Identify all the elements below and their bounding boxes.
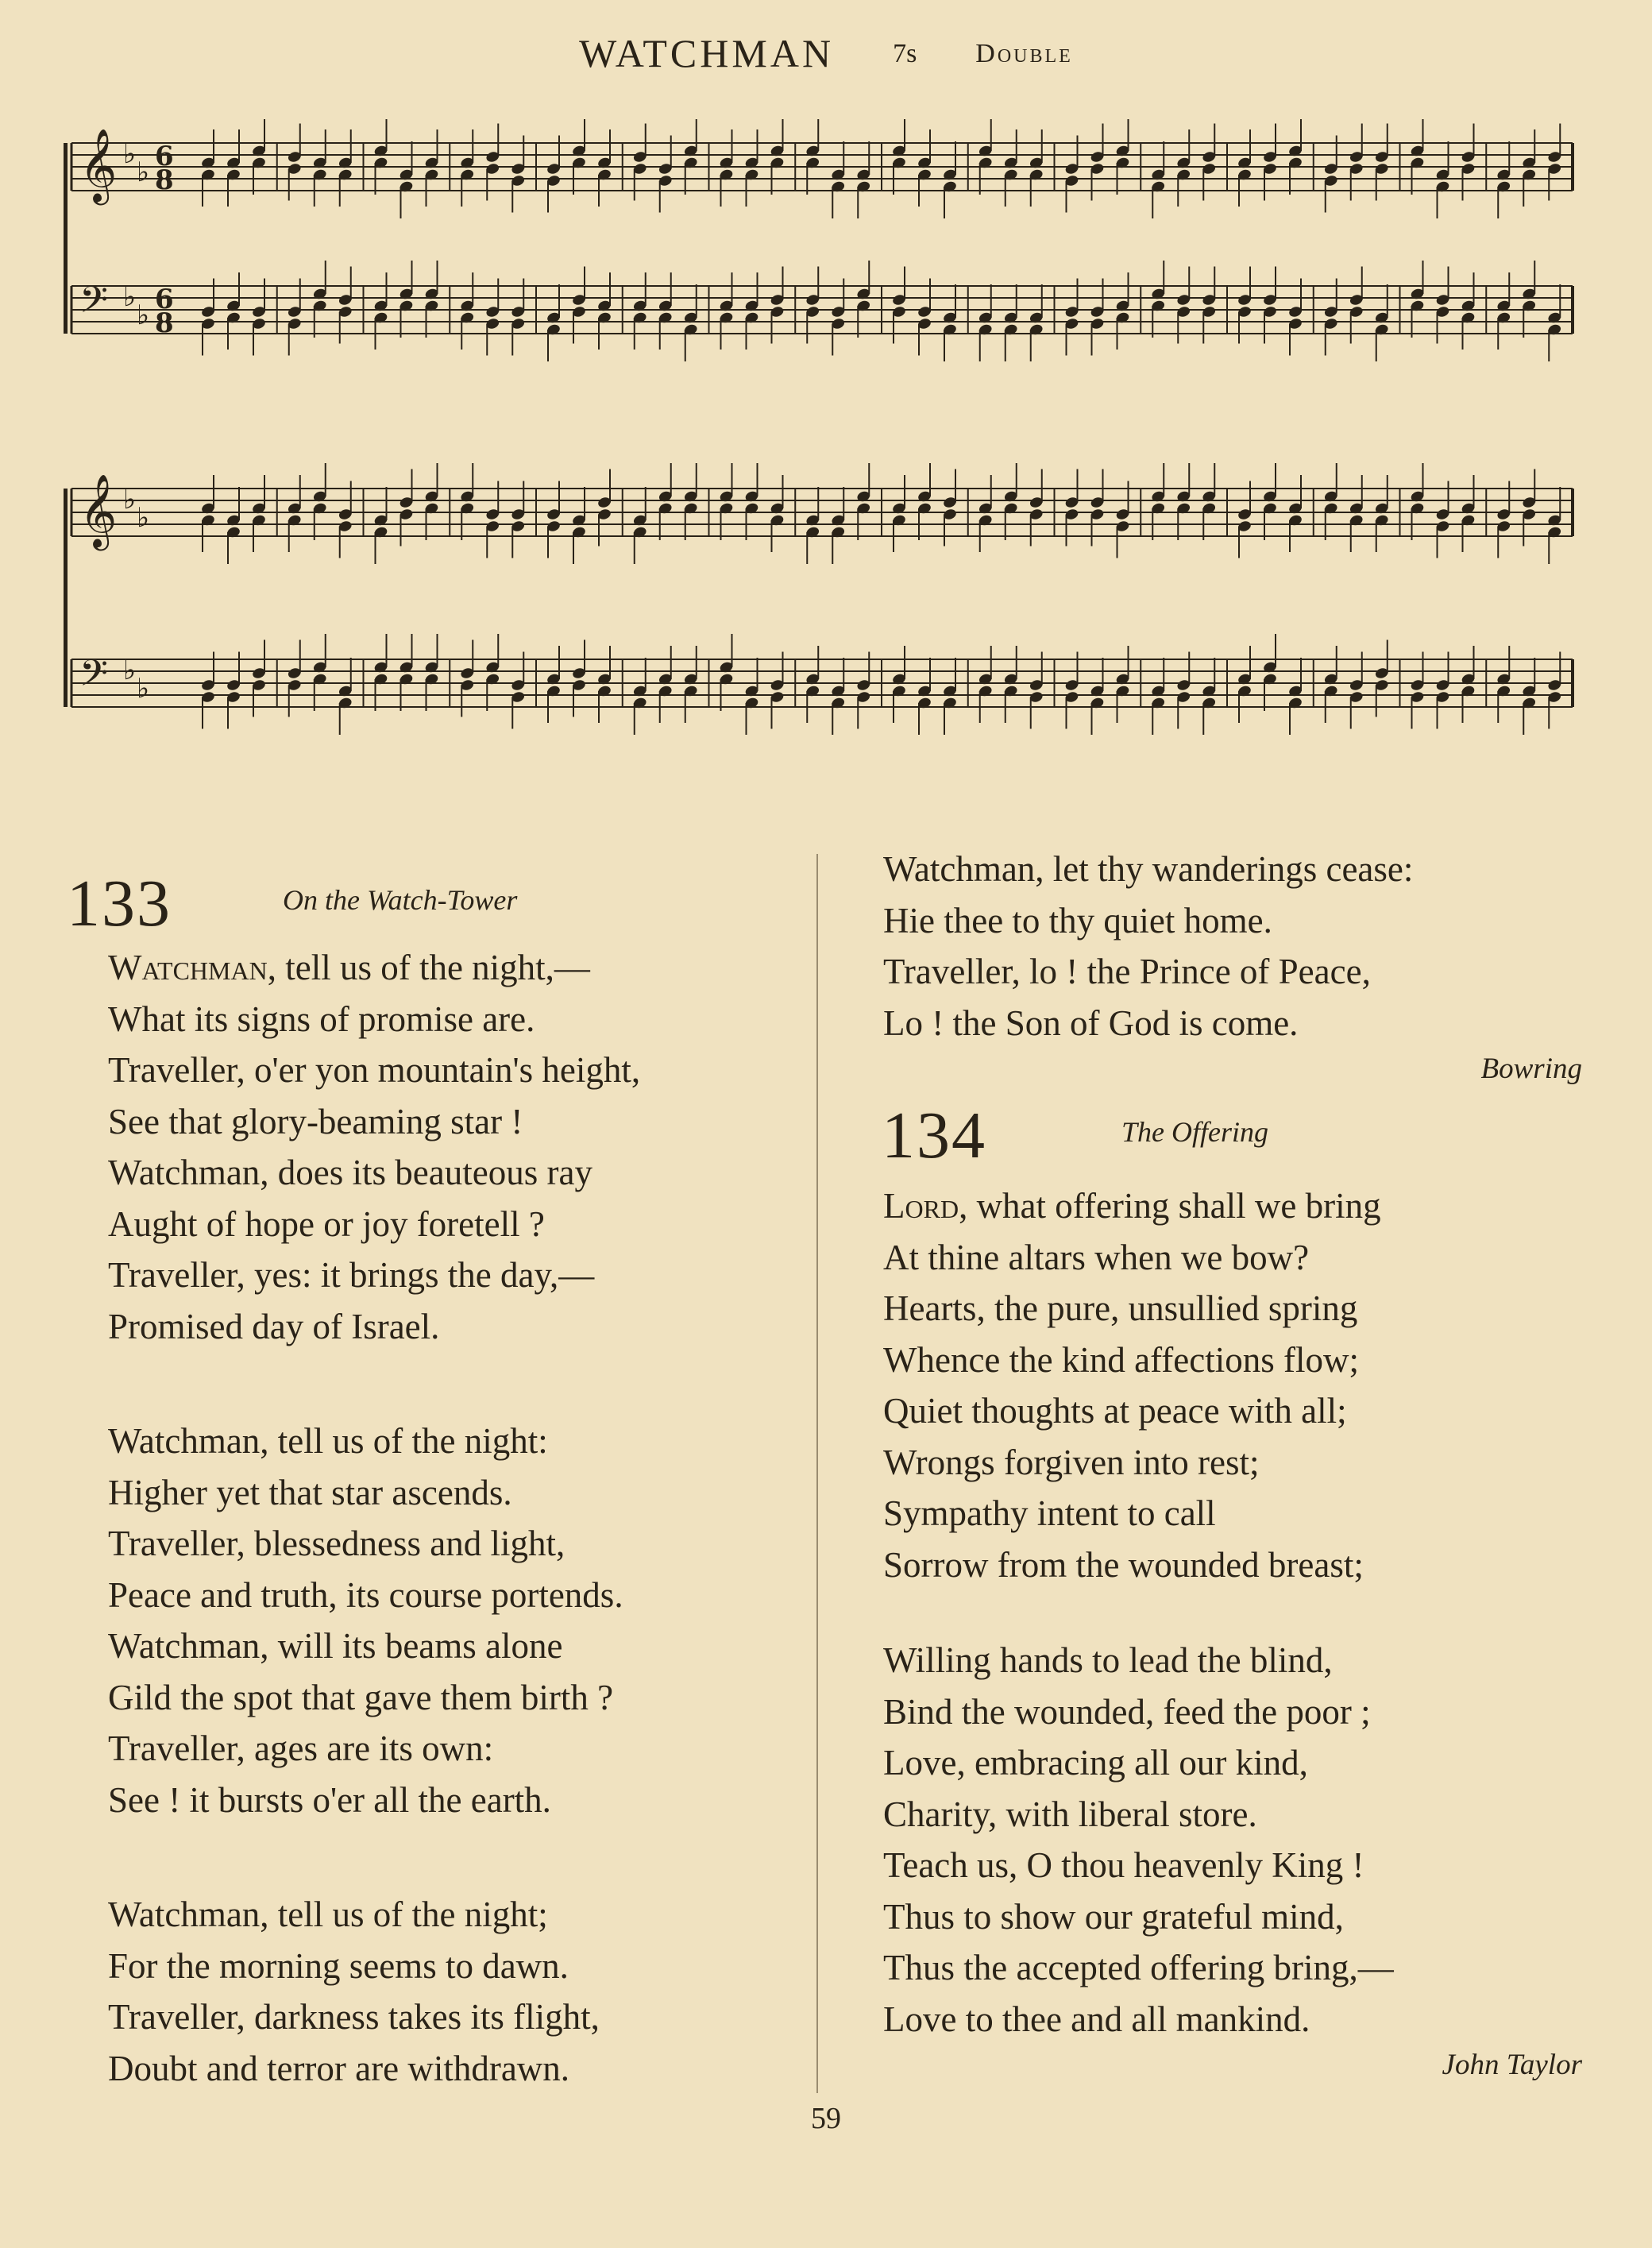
hymn-133-heading bbox=[67, 866, 823, 942]
stanza-line: Thus the accepted offering bring,— bbox=[883, 1948, 1394, 1987]
stanza-line bbox=[108, 942, 823, 994]
treble-clef: 𝄞 bbox=[79, 128, 118, 202]
hymn-133-stanza-1 bbox=[108, 942, 823, 1352]
stanza-line: Watchman, does its beauteous ray bbox=[108, 1153, 592, 1192]
stanza-line: Willing hands to lead the blind, bbox=[883, 1640, 1333, 1680]
stanza-line: Sorrow from the wounded breast; bbox=[883, 1544, 1364, 1585]
stanza-line: Sympathy intent to call bbox=[883, 1493, 1216, 1533]
stanza-line: Charity, with liberal store. bbox=[883, 1794, 1257, 1834]
stanza-line: Whence the kind affections flow; bbox=[883, 1339, 1359, 1380]
stanza-line: Watchman, let thy wanderings cease: bbox=[883, 849, 1414, 889]
stanza-line: Watchman, tell us of the night; bbox=[108, 1895, 548, 1934]
hymn-133-stanza-2 bbox=[108, 1416, 823, 1825]
first-line-rest: , what offering shall we bring bbox=[959, 1186, 1381, 1226]
time-signature-top: 6 bbox=[155, 284, 174, 315]
stanza-line: Teach us, O thou heavenly King ! bbox=[883, 1845, 1364, 1885]
stanza-line: Hearts, the pure, unsullied spring bbox=[883, 1288, 1358, 1328]
stanza-line: Doubt and terror are withdrawn. bbox=[108, 2048, 570, 2088]
stanza-line: Traveller, ages are its own: bbox=[108, 1728, 494, 1768]
key-signature-flat: ♭ bbox=[123, 484, 137, 516]
stanza-line: Lo ! the Son of God is come. bbox=[883, 1002, 1299, 1043]
first-word: Lord bbox=[883, 1186, 959, 1226]
stanza-line: Higher yet that star ascends. bbox=[108, 1472, 512, 1512]
stanza-line: Quiet thoughts at peace with all; bbox=[883, 1391, 1347, 1431]
time-signature-bottom: 8 bbox=[155, 164, 174, 196]
stanza-line: Traveller, lo ! the Prince of Peace, bbox=[883, 952, 1371, 991]
column-divider bbox=[816, 854, 818, 2093]
hymn-134-stanza-2 bbox=[883, 1635, 1582, 2045]
stanza-line: Traveller, darkness takes its flight, bbox=[108, 1997, 600, 2037]
music-score bbox=[64, 119, 1588, 802]
key-signature-flat: ♭ bbox=[137, 502, 150, 534]
key-signature-flat: ♭ bbox=[123, 138, 137, 170]
time-signature-bottom: 8 bbox=[155, 307, 174, 339]
stanza-line: At thine altars when we bow? bbox=[883, 1237, 1310, 1277]
hymn-133-number: 133 bbox=[67, 867, 172, 941]
stanza-line: Traveller, o'er yon mountain's height, bbox=[108, 1050, 641, 1090]
stanza-line: What its signs of promise are. bbox=[108, 998, 535, 1039]
stanza-line: Love to thee and all mankind. bbox=[883, 1999, 1310, 2039]
tune-header bbox=[0, 30, 1652, 78]
time-signature-top: 6 bbox=[155, 141, 174, 172]
tune-meter: 7s bbox=[893, 39, 917, 68]
first-line-rest: , tell us of the night,— bbox=[267, 948, 590, 987]
stanza-line: Watchman, tell us of the night: bbox=[108, 1421, 548, 1461]
key-signature-flat: ♭ bbox=[123, 281, 137, 313]
hymn-133-author: Bowring bbox=[1480, 1053, 1582, 1085]
hymn-133-title: On the Watch-Tower bbox=[283, 884, 518, 916]
stanza-line: Thus to show our grateful mind, bbox=[883, 1896, 1344, 1937]
stanza-line: Gild the spot that gave them birth ? bbox=[108, 1677, 614, 1717]
key-signature-flat: ♭ bbox=[137, 156, 150, 188]
key-signature-flat: ♭ bbox=[137, 673, 150, 705]
hymn-134-title: The Offering bbox=[1121, 1116, 1268, 1148]
stanza-line: See ! it bursts o'er all the earth. bbox=[108, 1779, 551, 1820]
hymn-133-stanza-4 bbox=[883, 844, 1582, 1049]
stanza-line: Hie thee to thy quiet home. bbox=[883, 900, 1272, 941]
hymn-134-number: 134 bbox=[882, 1099, 986, 1172]
hymn-133 bbox=[67, 866, 823, 2094]
hymn-133-stanza-3 bbox=[108, 1889, 823, 2094]
first-word: Watchman bbox=[108, 948, 268, 987]
key-signature-flat: ♭ bbox=[137, 299, 150, 331]
stanza-line: For the morning seems to dawn. bbox=[108, 1945, 569, 1986]
right-column bbox=[883, 844, 1582, 2086]
page-number: 59 bbox=[811, 2102, 841, 2135]
tune-kind: Double bbox=[975, 39, 1073, 68]
bass-clef: 𝄢 bbox=[79, 279, 109, 330]
key-signature-flat: ♭ bbox=[123, 655, 137, 686]
stanza-line: Watchman, will its beams alone bbox=[108, 1626, 563, 1666]
stanza-line: Love, embracing all our kind, bbox=[883, 1743, 1308, 1783]
stanza-line: Bind the wounded, feed the poor ; bbox=[883, 1691, 1371, 1732]
stanza-line: Wrongs forgiven into rest; bbox=[883, 1442, 1260, 1482]
stanza-line: Traveller, yes: it brings the day,— bbox=[108, 1255, 595, 1295]
bass-clef: 𝄢 bbox=[79, 652, 109, 704]
stanza-line: Promised day of Israel. bbox=[108, 1306, 440, 1346]
stanza-line: Aught of hope or joy foretell ? bbox=[108, 1203, 545, 1244]
hymn-134-heading bbox=[883, 1098, 1582, 1174]
treble-clef: 𝄞 bbox=[79, 473, 118, 547]
hymn-134-stanza-1 bbox=[883, 1180, 1582, 1590]
stanza-line bbox=[883, 1180, 1582, 1232]
stanza-line: See that glory-beaming star ! bbox=[108, 1101, 523, 1141]
music-score-svg bbox=[64, 119, 1588, 802]
stanza-line: Traveller, blessedness and light, bbox=[108, 1524, 565, 1563]
hymn-134-author: John Taylor bbox=[1442, 2049, 1582, 2081]
stanza-line: Peace and truth, its course portends. bbox=[108, 1574, 623, 1615]
tune-name: WATCHMAN bbox=[579, 31, 835, 75]
